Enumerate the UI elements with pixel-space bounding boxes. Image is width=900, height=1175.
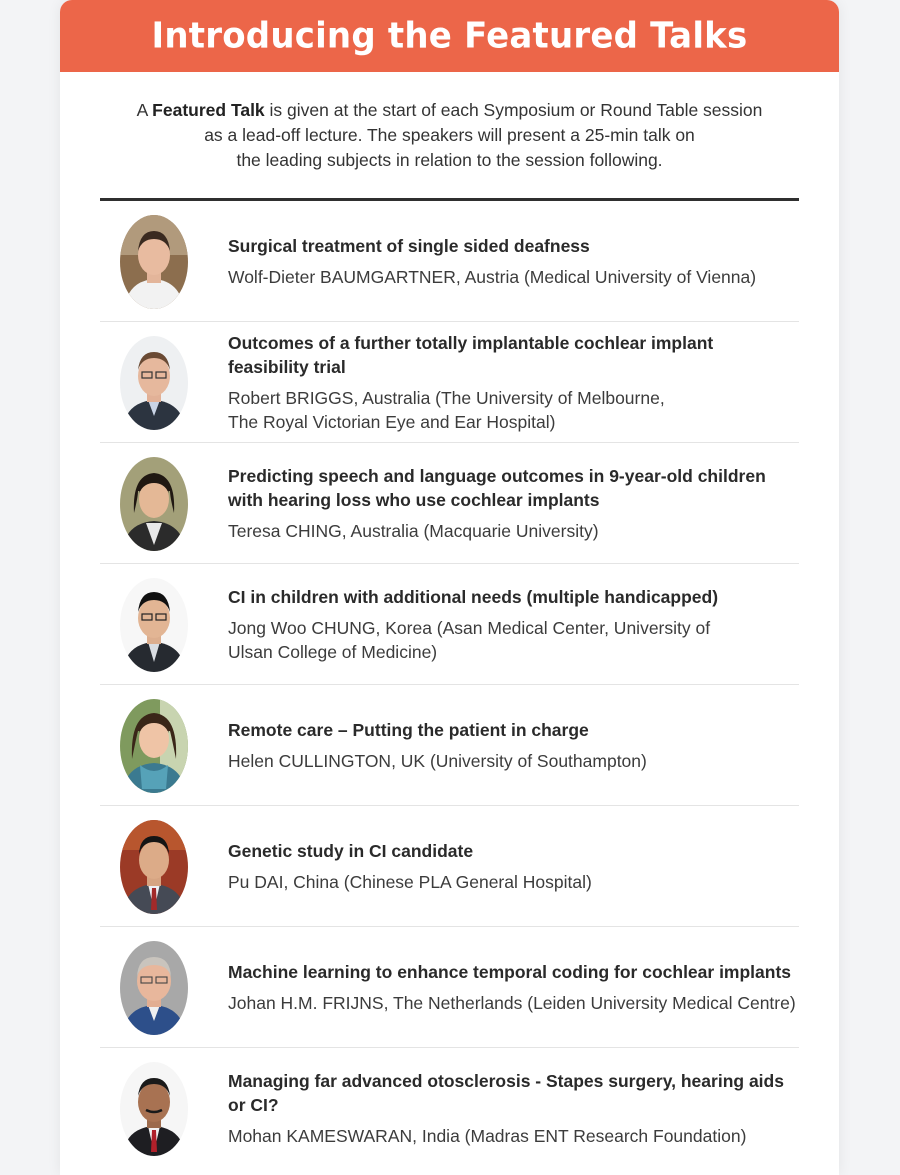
- talk-item: [100, 564, 799, 685]
- speaker-photo-icon: [120, 699, 188, 793]
- talk-item: [100, 322, 799, 443]
- talk-item: [100, 443, 799, 564]
- intro-text-start: A: [136, 100, 153, 120]
- talk-title: Machine learning to enhance temporal coding for cochlear implants: [228, 961, 792, 982]
- speaker-photo-icon: [120, 336, 188, 430]
- talk-item: [100, 927, 799, 1048]
- speaker-name: Robert BRIGGS, Australia (The University of Melbourne, The Royal Victorian Eye and Ear Hospital): [228, 387, 665, 432]
- intro-text-line3: the leading subjects in relation to the session following.: [236, 150, 663, 170]
- speaker-photo-icon: [120, 820, 188, 914]
- intro-text-line2: as a lead-off lecture. The speakers will present a 25-min talk on: [204, 125, 695, 145]
- intro-text-line1: is given at the start of each Symposium or Round Table session: [264, 100, 763, 120]
- talk-title: Surgical treatment of single sided deafness: [228, 235, 590, 256]
- speaker-name: Helen CULLINGTON, UK (University of Southampton): [228, 750, 647, 771]
- page-title: Introducing the Featured Talks: [151, 15, 748, 57]
- talk-item: [100, 1048, 799, 1169]
- talk-list: [100, 201, 799, 1169]
- talk-item: [100, 201, 799, 322]
- speaker-name: Teresa CHING, Australia (Macquarie University): [228, 520, 599, 541]
- talk-title: Outcomes of a further totally implantable cochlear implant feasibility trial: [228, 332, 714, 377]
- speaker-photo-icon: [120, 578, 188, 672]
- speaker-name: Jong Woo CHUNG, Korea (Asan Medical Center, University of Ulsan College of Medicine): [228, 617, 711, 662]
- talk-title: Remote care – Putting the patient in charge: [228, 719, 589, 740]
- speaker-photo-icon: [120, 1062, 188, 1156]
- speaker-photo-icon: [120, 215, 188, 309]
- speaker-name: Wolf-Dieter BAUMGARTNER, Austria (Medical University of Vienna): [228, 266, 757, 287]
- talk-title: Genetic study in CI candidate: [228, 840, 474, 861]
- talk-title: CI in children with additional needs (multiple handicapped): [228, 586, 719, 607]
- featured-talks-card: [60, 0, 839, 1175]
- intro-paragraph: [60, 72, 839, 174]
- speaker-photo-icon: [120, 941, 188, 1035]
- talk-item: [100, 806, 799, 927]
- talk-title: Managing far advanced otosclerosis - Stapes surgery, hearing aids or CI?: [228, 1071, 784, 1115]
- speaker-photo-icon: [120, 457, 188, 551]
- talk-item: [100, 685, 799, 806]
- intro-emphasis: Featured Talk: [152, 100, 265, 120]
- speaker-name: Mohan KAMESWARAN, India (Madras ENT Research Foundation): [228, 1126, 747, 1146]
- header-banner: [60, 0, 839, 72]
- speaker-name: Johan H.M. FRIJNS, The Netherlands (Leiden University Medical Centre): [228, 992, 796, 1013]
- speaker-name: Pu DAI, China (Chinese PLA General Hospital): [228, 871, 592, 892]
- talk-title: Predicting speech and language outcomes in 9-year-old children with hearing loss who use cochlear implants: [228, 465, 766, 510]
